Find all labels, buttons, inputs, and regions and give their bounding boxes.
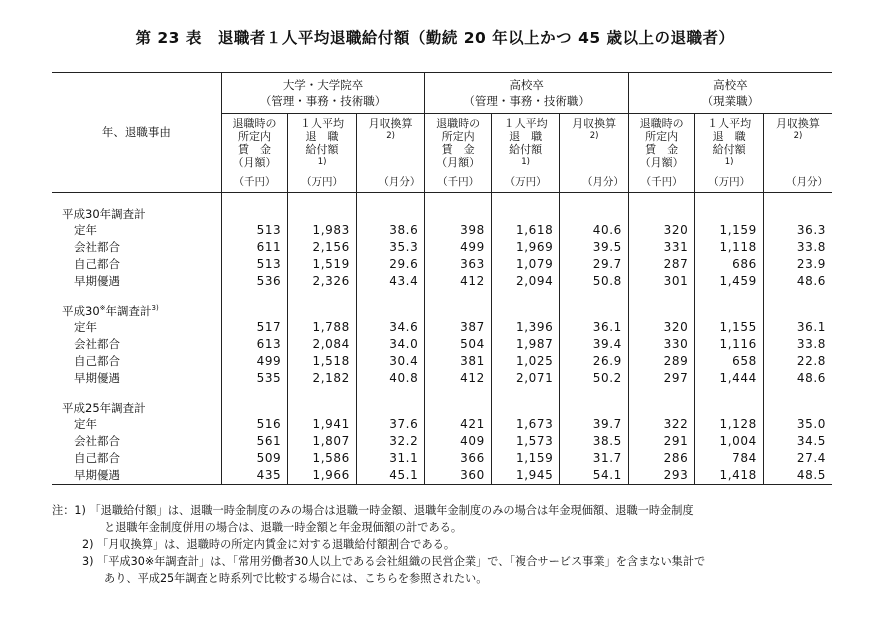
table-cell: 1,004 [695, 433, 764, 450]
table-cell: 1,116 [695, 336, 764, 353]
table-cell: 387 [425, 319, 492, 336]
table-cell: 535 [221, 370, 288, 387]
table-cell: 360 [425, 467, 492, 485]
table-cell: 40.8 [356, 370, 425, 387]
table-cell: 381 [425, 353, 492, 370]
footnote-2: 2) 「月収換算」は、退職時の所定内賃金に対する退職給付額割合である。 [82, 538, 456, 551]
table-cell: 33.8 [763, 239, 832, 256]
retirement-benefit-table [52, 72, 832, 485]
row-label-header: 年、退職事由 [52, 73, 221, 193]
sub-header-wage: 退職時の 所定内 賃 金 （月額） [425, 114, 492, 172]
table-cell: 48.6 [763, 370, 832, 387]
table-cell: 513 [221, 256, 288, 273]
unit-label: （千円） [628, 172, 695, 193]
section-label: 平成25年調査計 [62, 400, 146, 415]
table-cell: 34.6 [356, 319, 425, 336]
table-cell: 1,969 [491, 239, 560, 256]
unit-label: （月分） [560, 172, 629, 193]
sub-header-benefit: １人平均 退 職 給付額 1) [695, 114, 764, 172]
table-row [52, 222, 832, 239]
table-row [52, 256, 832, 273]
table-cell: 1,966 [288, 467, 357, 485]
table-cell: 1,941 [288, 416, 357, 433]
page-title: 第 23 表 退職者１人平均退職給付額（勤続 20 年以上かつ 45 歳以上の退職者） [135, 29, 735, 47]
table-cell: 39.4 [560, 336, 629, 353]
table-cell: 48.5 [763, 467, 832, 485]
table-cell: 1,159 [491, 450, 560, 467]
table-cell: 1,519 [288, 256, 357, 273]
table-cell: 1,945 [491, 467, 560, 485]
table-row [52, 450, 832, 467]
table-cell: 287 [628, 256, 695, 273]
table-cell: 1,586 [288, 450, 357, 467]
table-cell: 39.5 [560, 239, 629, 256]
spacer-row [52, 387, 832, 397]
table-cell: 1,025 [491, 353, 560, 370]
table-cell: 286 [628, 450, 695, 467]
table-cell: 34.0 [356, 336, 425, 353]
table-cell: 54.1 [560, 467, 629, 485]
table-cell: 320 [628, 319, 695, 336]
row-label: 会社都合 [74, 434, 120, 448]
row-label: 自己都合 [74, 257, 120, 271]
table-row [52, 353, 832, 370]
table-cell: 1,418 [695, 467, 764, 485]
table-cell: 499 [425, 239, 492, 256]
unit-label: （千円） [425, 172, 492, 193]
table-cell: 37.6 [356, 416, 425, 433]
table-cell: 31.7 [560, 450, 629, 467]
table-cell: 50.2 [560, 370, 629, 387]
table-cell: 1,159 [695, 222, 764, 239]
table-cell: 23.9 [763, 256, 832, 273]
table-cell: 30.4 [356, 353, 425, 370]
table-cell: 50.8 [560, 273, 629, 290]
row-label: 早期優遇 [52, 467, 221, 485]
table-cell: 2,182 [288, 370, 357, 387]
table-cell: 39.7 [560, 416, 629, 433]
table-row [52, 319, 832, 336]
table-cell: 26.9 [560, 353, 629, 370]
unit-label: （千円） [221, 172, 288, 193]
table-cell: 1,518 [288, 353, 357, 370]
table-cell: 363 [425, 256, 492, 273]
footnote-3-cont: あり、平成25年調査と時系列で比較する場合には、こちらを参照されたい。 [104, 572, 488, 585]
table-cell: 45.1 [356, 467, 425, 485]
row-label: 早期優遇 [74, 371, 120, 385]
table-cell: 509 [221, 450, 288, 467]
table-cell: 1,573 [491, 433, 560, 450]
table-cell: 1,118 [695, 239, 764, 256]
table-cell: 22.8 [763, 353, 832, 370]
section-header-row [52, 300, 832, 319]
table-body [52, 192, 832, 484]
sub-header-benefit: １人平均 退 職 給付額 1) [288, 114, 357, 172]
table-cell: 1,983 [288, 222, 357, 239]
section-label: 平成30年調査計 [62, 206, 146, 221]
table-cell: 34.5 [763, 433, 832, 450]
footnote-3: 3) 「平成30※年調査計」は、「常用労働者30人以上である会社組織の民営企業」で、「複合サービス事業」を含まない集計で [82, 555, 706, 568]
table-cell: 536 [221, 273, 288, 290]
footnotes [52, 502, 842, 587]
row-label: 早期優遇 [74, 274, 120, 288]
sub-header-monthly: 月収換算 2) [560, 114, 629, 172]
section-label: 平成30※年調査計$^{3)}$ [62, 303, 159, 318]
table-cell: 2,071 [491, 370, 560, 387]
sub-header-wage: 退職時の 所定内 賃 金 （月額） [628, 114, 695, 172]
table-cell: 499 [221, 353, 288, 370]
sub-header-wage: 退職時の 所定内 賃 金 （月額） [221, 114, 288, 172]
table-cell: 291 [628, 433, 695, 450]
table-cell: 36.1 [560, 319, 629, 336]
table-cell: 29.7 [560, 256, 629, 273]
table-row [52, 336, 832, 353]
table-cell: 398 [425, 222, 492, 239]
table-cell: 43.4 [356, 273, 425, 290]
unit-label: （万円） [491, 172, 560, 193]
table-row [52, 433, 832, 450]
table-cell: 297 [628, 370, 695, 387]
table-cell: 36.1 [763, 319, 832, 336]
table-cell: 2,326 [288, 273, 357, 290]
table-cell: 1,459 [695, 273, 764, 290]
table-cell: 48.6 [763, 273, 832, 290]
group-header-row [52, 73, 832, 114]
unit-label: （月分） [356, 172, 425, 193]
table-cell: 1,618 [491, 222, 560, 239]
row-label: 定年 [74, 417, 97, 431]
table-cell: 38.5 [560, 433, 629, 450]
row-label: 自己都合 [74, 451, 120, 465]
table-cell: 1,396 [491, 319, 560, 336]
row-label: 自己都合 [74, 354, 120, 368]
table-cell: 435 [221, 467, 288, 485]
table-cell: 38.6 [356, 222, 425, 239]
table-cell: 1,673 [491, 416, 560, 433]
unit-label: （月分） [763, 172, 832, 193]
table-cell: 1,807 [288, 433, 357, 450]
group-header-highschool-field: 高校卒 （現業職） [628, 73, 832, 114]
table-cell: 513 [221, 222, 288, 239]
table-cell: 322 [628, 416, 695, 433]
table-row [52, 416, 832, 433]
sub-header-monthly: 月収換算 2) [356, 114, 425, 172]
table-cell: 1,987 [491, 336, 560, 353]
table-cell: 412 [425, 273, 492, 290]
table-cell: 561 [221, 433, 288, 450]
table-cell: 330 [628, 336, 695, 353]
table-row [52, 273, 832, 290]
table-cell: 611 [221, 239, 288, 256]
group-header-highschool-office: 高校卒 （管理・事務・技術職） [425, 73, 629, 114]
table-cell: 613 [221, 336, 288, 353]
unit-label: （万円） [695, 172, 764, 193]
footnote-1-cont: と退職年金制度併用の場合は、退職一時金額と年金現価額の計である。 [104, 521, 463, 534]
table-cell: 516 [221, 416, 288, 433]
sub-header-benefit: １人平均 退 職 給付額 1) [491, 114, 560, 172]
sub-header-monthly: 月収換算 2) [763, 114, 832, 172]
table-cell: 421 [425, 416, 492, 433]
table-cell: 40.6 [560, 222, 629, 239]
spacer-row [52, 192, 832, 203]
spacer-row [52, 290, 832, 300]
table-cell: 33.8 [763, 336, 832, 353]
table-cell: 301 [628, 273, 695, 290]
table-cell: 289 [628, 353, 695, 370]
table-cell: 686 [695, 256, 764, 273]
table-cell: 31.1 [356, 450, 425, 467]
table-cell: 1,155 [695, 319, 764, 336]
row-label: 定年 [74, 320, 97, 334]
row-label: 会社都合 [74, 240, 120, 254]
table-row [52, 467, 832, 485]
table-cell: 32.2 [356, 433, 425, 450]
table-cell: 293 [628, 467, 695, 485]
table-row [52, 239, 832, 256]
table-cell: 412 [425, 370, 492, 387]
table-cell: 1,788 [288, 319, 357, 336]
table-cell: 784 [695, 450, 764, 467]
table-cell: 658 [695, 353, 764, 370]
section-header-row [52, 397, 832, 416]
table-cell: 331 [628, 239, 695, 256]
section-header-row [52, 203, 832, 222]
table-cell: 409 [425, 433, 492, 450]
table-cell: 517 [221, 319, 288, 336]
table-cell: 29.6 [356, 256, 425, 273]
footnote-1: 注：1) 「退職給付額」は、退職一時金制度のみの場合は退職一時金額、退職年金制度のみの場合は年金現価額、退職一時金制度 [52, 504, 694, 517]
group-header-university: 大学・大学院卒 （管理・事務・技術職） [221, 73, 425, 114]
row-label: 定年 [74, 223, 97, 237]
unit-label: （万円） [288, 172, 357, 193]
table-cell: 1,128 [695, 416, 764, 433]
table-cell: 27.4 [763, 450, 832, 467]
table-cell: 2,084 [288, 336, 357, 353]
table-cell: 504 [425, 336, 492, 353]
table-cell: 1,444 [695, 370, 764, 387]
table-cell: 2,156 [288, 239, 357, 256]
table-row [52, 370, 832, 387]
table-cell: 366 [425, 450, 492, 467]
table-cell: 35.0 [763, 416, 832, 433]
table-cell: 2,094 [491, 273, 560, 290]
table-cell: 1,079 [491, 256, 560, 273]
table-cell: 36.3 [763, 222, 832, 239]
table-cell: 320 [628, 222, 695, 239]
row-label: 会社都合 [74, 337, 120, 351]
table-cell: 35.3 [356, 239, 425, 256]
